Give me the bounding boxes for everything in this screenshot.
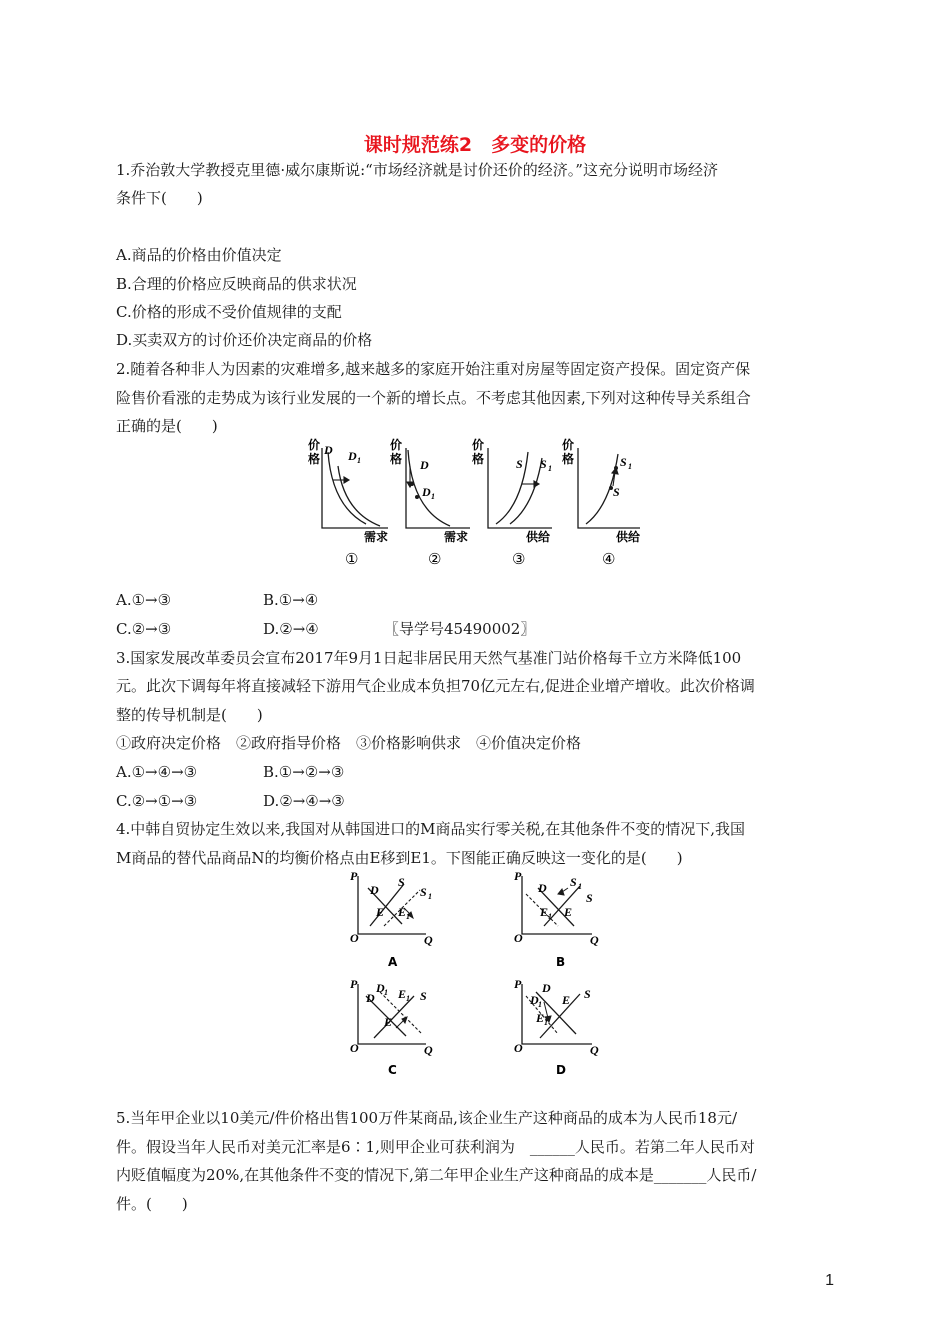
q1-option-c: C.价格的形成不受价值规律的支配	[116, 303, 342, 321]
q2-y-label: 格	[390, 452, 403, 466]
q4-label: S	[584, 987, 591, 1001]
q3-stem-line3: 整的传导机制是( )	[116, 706, 263, 724]
q4-sub: 1	[548, 912, 552, 921]
q4-label: E	[540, 905, 549, 919]
q4-sub: 1	[538, 1000, 542, 1009]
q2-curve-label: D	[348, 449, 357, 463]
q4-label: E	[562, 993, 571, 1007]
q4-label: D	[370, 883, 379, 897]
q4-label: D	[542, 981, 551, 995]
q4-label: D	[376, 981, 385, 995]
q2-panel-label: ②	[428, 552, 442, 568]
q2-option-b: B.①→④	[263, 591, 319, 609]
q2-y-label: 价	[308, 438, 321, 452]
q4-axis-q: Q	[424, 1043, 433, 1057]
q4-sub: 1	[406, 912, 410, 921]
q4-stem-line2: M商品的替代品商品N的均衡价格点由E移到E1。下图能正确反映这一变化的是( )	[116, 849, 683, 867]
q4-panel-label: D	[556, 1063, 566, 1077]
q2-x-label: 需求	[364, 530, 389, 544]
q4-panel-label: A	[388, 955, 398, 969]
q3-stem-line2: 元。此次下调每年将直接减轻下游用气企业成本负担70亿元左右,促进企业增产增收。此次价格调	[116, 677, 755, 695]
q4-sub: 1	[428, 892, 432, 901]
q4-figure	[340, 868, 620, 1080]
q2-y-label: 格	[308, 452, 321, 466]
q1-stem-line2: 条件下( )	[116, 189, 203, 207]
q3-option-c: C.②→①→③	[116, 792, 198, 810]
q5-stem-line4: 件。( )	[116, 1195, 188, 1213]
q4-sub: 1	[406, 994, 410, 1003]
q4-sub: 1	[384, 988, 388, 997]
q2-option-c: C.②→③	[116, 620, 172, 638]
q4-label: E	[564, 905, 573, 919]
q2-x-label: 需求	[444, 530, 469, 544]
q3-option-d: D.②→④→③	[263, 792, 345, 810]
page-title: 课时规范练2 多变的价格	[363, 134, 587, 156]
q2-curve-label: S	[516, 457, 523, 471]
q4-label: E	[398, 905, 407, 919]
q4-label: D	[538, 881, 547, 895]
q4-stem-line1: 4.中韩自贸协定生效以来,我国对从韩国进口的M商品实行零关税,在其他条件不变的情况下,我国	[116, 820, 745, 838]
q2-y-label: 格	[472, 452, 485, 466]
q5-stem-line1: 5.当年甲企业以10美元/件价格出售100万件某商品,该企业生产这种商品的成本为人民币18元/	[116, 1109, 737, 1127]
q2-panel-label: ④	[602, 552, 616, 568]
q2-curve-sub: 1	[548, 464, 552, 473]
q4-axis-p: P	[514, 869, 522, 883]
q2-x-label: 供给	[616, 530, 641, 544]
q2-x-label: 供给	[526, 530, 551, 544]
q4-axis-q: Q	[424, 933, 433, 947]
q2-curve-label: D	[422, 485, 431, 499]
q4-origin: O	[514, 1041, 523, 1055]
q4-label: E	[398, 987, 407, 1001]
q4-axis-p: P	[350, 977, 358, 991]
q4-label: S	[586, 891, 593, 905]
q4-panel-label: B	[556, 955, 566, 969]
q2-curve-label: S	[620, 455, 627, 469]
q4-panel-label: C	[388, 1063, 397, 1077]
q2-y-label: 价	[390, 438, 403, 452]
q2-y-label: 价	[472, 438, 485, 452]
q4-axis-p: P	[514, 977, 522, 991]
q4-label: D	[530, 993, 539, 1007]
q2-figure	[300, 436, 660, 576]
q1-option-d: D.买卖双方的讨价还价决定商品的价格	[116, 331, 373, 349]
q4-origin: O	[350, 931, 359, 945]
q2-stem-line1: 2.随着各种非人为因素的灾难增多,越来越多的家庭开始注重对房屋等固定资产投保。固定资产保	[116, 360, 751, 378]
q2-stem-line3: 正确的是( )	[116, 417, 218, 435]
q5-stem-line3: 内贬值幅度为20%,在其他条件不变的情况下,第二年甲企业生产这种商品的成本是_______人民币/	[116, 1166, 757, 1184]
q4-origin: O	[350, 1041, 359, 1055]
q4-label: E	[536, 1011, 545, 1025]
q4-axis-q: Q	[590, 933, 599, 947]
q5-stem-line2: 件。假设当年人民币对美元汇率是6∶1,则甲企业可获利润为 ______人民币。若第二年人民币对	[116, 1138, 755, 1156]
q2-option-a: A.①→③	[116, 591, 172, 609]
q2-y-label: 格	[562, 452, 575, 466]
q4-sub: 1	[578, 882, 582, 891]
q1-option-a: A.商品的价格由价值决定	[116, 246, 282, 264]
q2-panel-label: ①	[345, 552, 359, 568]
q2-curve-label: S	[540, 457, 547, 471]
q4-label: E	[384, 1015, 393, 1029]
q4-label: E	[376, 905, 385, 919]
q2-stem-line2: 险售价看涨的走势成为该行业发展的一个新的增长点。不考虑其他因素,下列对这种传导关系组合	[116, 389, 751, 407]
q4-axis-p: P	[350, 869, 358, 883]
q2-curve-label: D	[324, 443, 333, 457]
q3-items: ①政府决定价格 ②政府指导价格 ③价格影响供求 ④价值决定价格	[116, 734, 582, 752]
q4-sub: 1	[544, 1018, 548, 1027]
q2-curve-label: D	[420, 458, 429, 472]
q4-label: S	[420, 885, 427, 899]
page-number: 1	[825, 1272, 834, 1289]
q3-stem-line1: 3.国家发展改革委员会宣布2017年9月1日起非居民用天然气基准门站价格每千立方米降低100	[116, 649, 742, 667]
q2-option-d: D.②→④	[263, 620, 319, 638]
q3-option-b: B.①→②→③	[263, 763, 345, 781]
q3-option-a: A.①→④→③	[116, 763, 198, 781]
q2-curve-sub: 1	[628, 462, 632, 471]
q4-axis-q: Q	[590, 1043, 599, 1057]
q1-option-b: B.合理的价格应反映商品的供求状况	[116, 275, 357, 293]
q4-label: S	[570, 875, 577, 889]
q2-curve-sub: 1	[431, 492, 435, 501]
q4-origin: O	[514, 931, 523, 945]
q2-curve-label: S	[613, 485, 620, 499]
q2-panel-label: ③	[512, 552, 526, 568]
q4-label: S	[420, 989, 427, 1003]
q1-stem-line1: 1.乔治敦大学教授克里德·威尔康斯说:“市场经济就是讨价还价的经济。”这充分说明市场经济	[116, 161, 718, 179]
q2-y-label: 价	[562, 438, 575, 452]
q4-label: S	[398, 875, 405, 889]
q2-curve-sub: 1	[357, 456, 361, 465]
q2-guide-number: 〖导学号45490002〗	[384, 620, 536, 638]
q4-label: D	[366, 991, 375, 1005]
